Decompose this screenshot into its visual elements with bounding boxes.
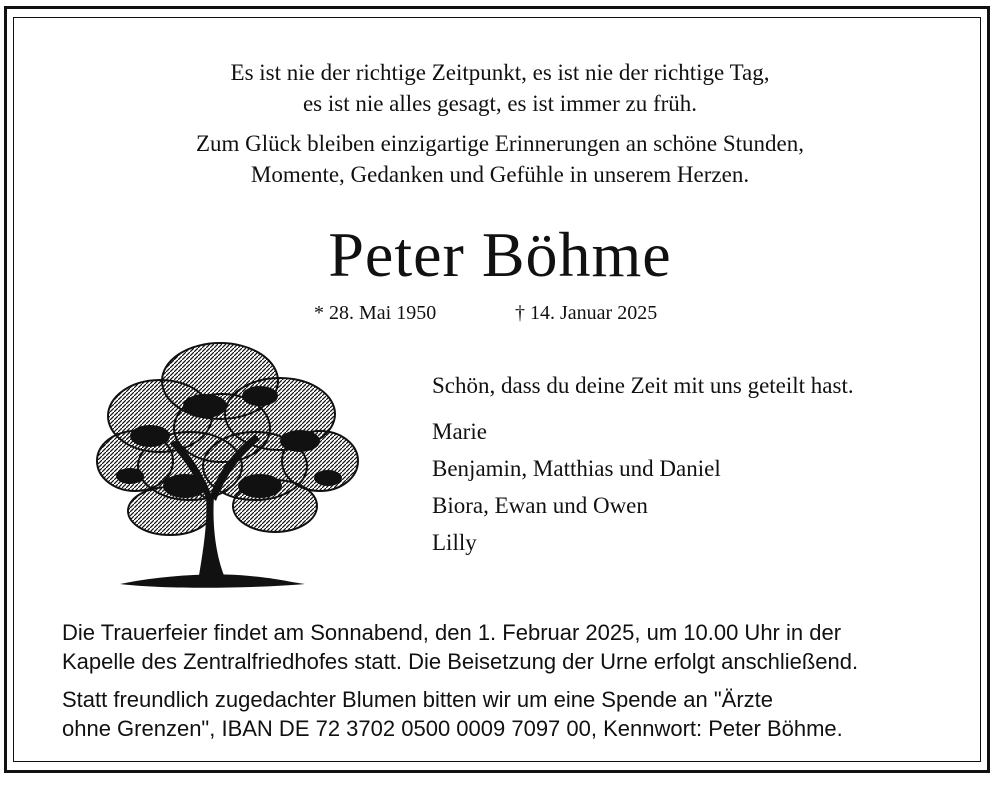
- mourner-quote: Schön, dass du deine Zeit mit uns geteilt hast.: [432, 373, 854, 398]
- notice-line-2: Kapelle des Zentralfriedhofes statt. Die Beisetzung der Urne erfolgt anschließend.: [62, 649, 859, 674]
- birth-date: * 28. Mai 1950: [314, 302, 437, 324]
- intro-line-4: Momente, Gedanken und Gefühle in unserem Herzen.: [250, 162, 750, 187]
- notice-line-3: Statt freundlich zugedachter Blumen bitten wir um eine Spende an "Ärzte: [62, 687, 773, 712]
- mourner-name-3: Biora, Ewan und Owen: [432, 493, 648, 518]
- death-date: † 14. Januar 2025: [515, 302, 658, 324]
- mourner-name-4: Lilly: [432, 530, 477, 555]
- donation-notice: [62, 685, 843, 743]
- notice-line-4: ohne Grenzen", IBAN DE 72 3702 0500 0009 7097 00, Kennwort: Peter Böhme.: [62, 716, 843, 741]
- mourner-name-2: Benjamin, Matthias und Daniel: [432, 456, 721, 481]
- notice-line-1: Die Trauerfeier findet am Sonnabend, den 1. Februar 2025, um 10.00 Uhr in der: [62, 620, 842, 645]
- deceased-name: Peter Böhme: [328, 219, 672, 290]
- intro-verse-2: [0, 128, 1000, 190]
- intro-verse-1: [0, 57, 1000, 119]
- tree-icon: [90, 336, 360, 596]
- intro-line-2: es ist nie alles gesagt, es ist immer zu früh.: [302, 91, 698, 116]
- intro-line-3: Zum Glück bleiben einzigartige Erinnerungen an schöne Stunden,: [195, 131, 805, 156]
- mourner-name-1: Marie: [432, 419, 487, 444]
- intro-line-1: Es ist nie der richtige Zeitpunkt, es ist nie der richtige Tag,: [230, 60, 770, 85]
- funeral-notice: [62, 618, 858, 676]
